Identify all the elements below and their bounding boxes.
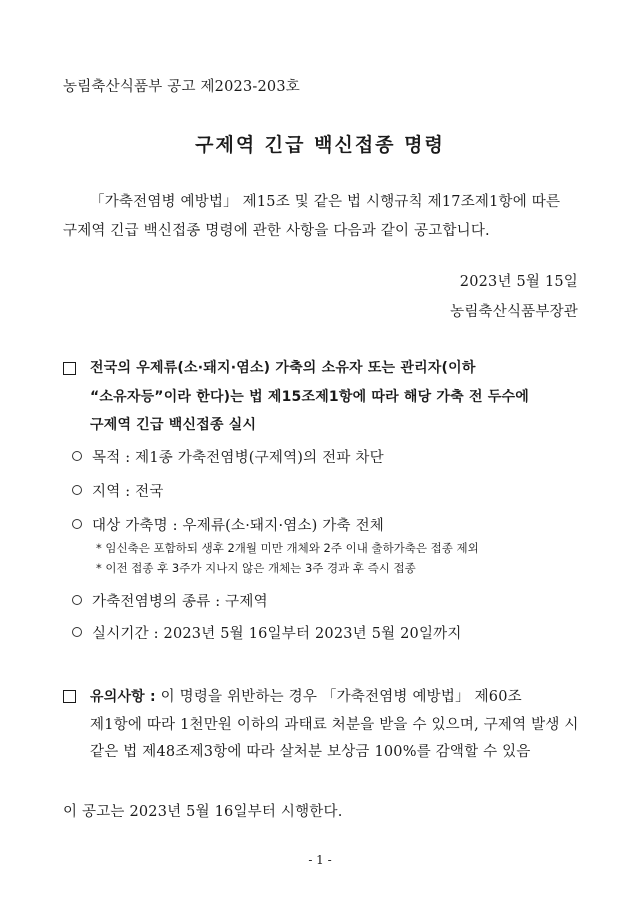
intro-line-1: 「가축전염병 예방법」 제15조 및 같은 법 시행규칙 제17조제1항에 따른 xyxy=(90,194,561,210)
notice-number: 농림축산식품부 공고 제2023-203호 xyxy=(63,79,300,95)
caution-line-2: 제1항에 따라 1천만원 이하의 과태료 처분을 받을 수 있으며, 구제역 발생 시 xyxy=(90,717,579,733)
circle-bullet-icon xyxy=(72,519,82,529)
main-item-line-2: “소유자등”이라 한다)는 법 제15조제1항에 따라 해당 가축 전 두수에 xyxy=(90,389,529,405)
caution-line-3: 같은 법 제48조제3항에 따라 살처분 보상금 100%를 감액할 수 있음 xyxy=(90,744,531,760)
note-1: * 임신축은 포함하되 생후 2개월 미만 개체와 2주 이내 출하가축은 접종 제외 xyxy=(96,541,479,555)
circle-bullet-icon xyxy=(72,451,82,461)
effective-date-statement: 이 공고는 2023년 5월 16일부터 시행한다. xyxy=(63,804,343,820)
circle-bullet-icon xyxy=(72,485,82,495)
circle-bullet-icon xyxy=(72,595,82,605)
caution-label: 유의사항 : xyxy=(90,689,156,705)
sub-item-target: 대상 가축명 : 우제류(소·돼지·염소) 가축 전체 xyxy=(92,518,384,534)
page-number: - 1 - xyxy=(308,853,332,867)
sub-item-purpose: 목적 : 제1종 가축전염병(구제역)의 전파 차단 xyxy=(92,450,384,466)
circle-bullet-icon xyxy=(72,627,82,637)
square-bullet-icon xyxy=(63,362,76,375)
sub-item-disease: 가축전염병의 종류 : 구제역 xyxy=(92,594,268,610)
intro-line-2: 구제역 긴급 백신접종 명령에 관한 사항을 다음과 같이 공고합니다. xyxy=(63,223,490,239)
page-title: 구제역 긴급 백신접종 명령 xyxy=(195,134,445,156)
notice-author: 농림축산식품부장관 xyxy=(450,304,578,320)
note-2: * 이전 접종 후 3주가 지나지 않은 개체는 3주 경과 후 즉시 접종 xyxy=(96,561,416,575)
main-item-line-3: 구제역 긴급 백신접종 실시 xyxy=(90,417,257,433)
notice-date: 2023년 5월 15일 xyxy=(459,274,578,290)
caution-line-1 xyxy=(90,685,522,706)
sub-item-period: 실시기간 : 2023년 5월 16일부터 2023년 5월 20일까지 xyxy=(92,626,462,642)
main-item-line-1: 전국의 우제류(소·돼지·염소) 가축의 소유자 또는 관리자(이하 xyxy=(90,360,476,376)
caution-text-1: 이 명령을 위반하는 경우 「가축전염병 예방법」 제60조 xyxy=(160,689,522,705)
square-bullet-icon xyxy=(63,690,76,703)
sub-item-region: 지역 : 전국 xyxy=(92,484,164,500)
